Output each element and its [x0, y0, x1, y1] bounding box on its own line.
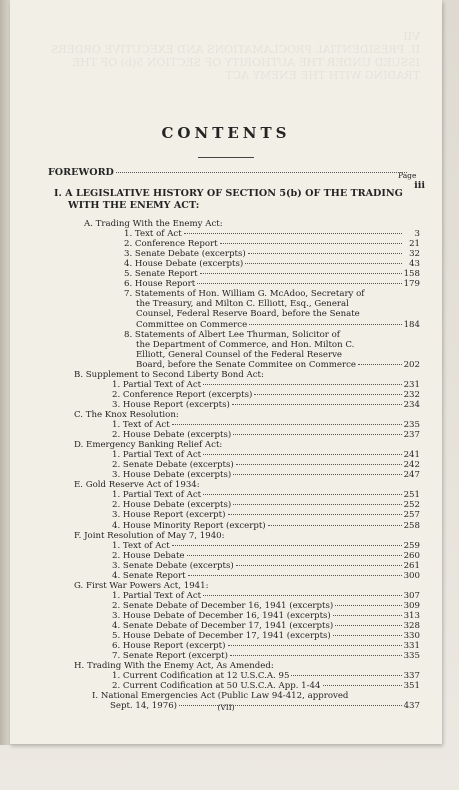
- toc-entry-page: 300: [403, 570, 420, 581]
- leader-dots: [245, 263, 402, 264]
- toc-entry-label: E. Gold Reserve Act of 1934:: [74, 480, 200, 491]
- toc-entry[interactable]: [112, 611, 420, 621]
- leader-dots: [233, 434, 401, 435]
- toc-entry[interactable]: [124, 330, 420, 340]
- toc-entry[interactable]: [112, 450, 420, 460]
- toc-entry-label: F. Joint Resolution of May 7, 1940:: [74, 530, 225, 541]
- leader-dots: [268, 525, 402, 526]
- toc-entry-label: Board, before the Senate Commitee on Commerce: [136, 359, 356, 370]
- toc-entry[interactable]: [112, 390, 420, 400]
- toc-entry[interactable]: [112, 591, 420, 601]
- toc-entry[interactable]: [112, 551, 420, 561]
- toc-entry-page: 179: [403, 279, 420, 290]
- toc-entry[interactable]: [112, 460, 420, 470]
- toc-entry-page: 437: [403, 701, 420, 712]
- toc-entry-label: 2. Conference Report (excerpts): [112, 389, 253, 400]
- leader-dots: [335, 625, 401, 626]
- toc-entry[interactable]: [136, 340, 420, 350]
- toc-entry[interactable]: [74, 410, 420, 420]
- toc-entry[interactable]: [74, 370, 420, 380]
- toc-entry-label: A. Trading With the Enemy Act:: [84, 219, 223, 229]
- toc-entry-page: 307: [403, 590, 420, 601]
- toc-entry-label: 5. House Debate of December 17, 1941 (excerpts): [112, 631, 331, 642]
- toc-entry[interactable]: [112, 681, 420, 691]
- toc-entry-page: 251: [403, 490, 420, 501]
- toc-entry[interactable]: [124, 259, 420, 269]
- toc-entry-label: 2. House Debate: [112, 550, 185, 561]
- toc-entry-page: 247: [403, 470, 420, 481]
- toc-entry-label: Counsel, Federal Reserve Board, before the Senate: [136, 309, 360, 320]
- leader-dots: [220, 243, 402, 244]
- toc-entry-label: 1. Partial Text of Act: [112, 590, 202, 601]
- toc-entry-label: 8. Statements of Albert Lee Thurman, Solicitor of: [124, 329, 340, 340]
- toc-entry[interactable]: [74, 531, 420, 541]
- leader-dots: [187, 555, 402, 556]
- toc-entry-label: 3. Senate Debate (excerpts): [124, 249, 246, 260]
- toc-entry-label: 2. Conference Report: [124, 239, 218, 250]
- leader-dots: [333, 635, 402, 636]
- toc-entry-label: 7. Statements of Hon. William G. McAdoo, Secretary of: [124, 289, 365, 300]
- leader-dots: [188, 575, 402, 576]
- leader-dots: [323, 685, 402, 686]
- toc-entry-label: 1. Partial Text of Act: [112, 490, 202, 501]
- toc-entry[interactable]: [112, 380, 420, 390]
- toc-entry-label: 3. House Debate of December 16, 1941 (excerpts): [112, 610, 331, 621]
- toc-entry[interactable]: [124, 229, 420, 239]
- toc-entry[interactable]: [74, 480, 420, 490]
- toc-entry-page: 259: [403, 540, 420, 551]
- toc-entry-page: 261: [403, 560, 420, 571]
- toc-entry-page: 242: [403, 460, 420, 471]
- toc-entry[interactable]: [112, 500, 420, 510]
- toc-entry[interactable]: [112, 521, 420, 531]
- leader-dots: [236, 565, 402, 566]
- toc-entry[interactable]: [112, 541, 420, 551]
- toc-entry[interactable]: [136, 360, 420, 370]
- leader-dots: [203, 595, 401, 596]
- toc-entry-page: 32: [409, 249, 420, 260]
- toc-entry[interactable]: [112, 490, 420, 500]
- toc-entry-label: 1. Text of Act: [112, 540, 170, 551]
- leader-dots: [172, 545, 402, 546]
- toc-entry-label: 1. Partial Text of Act: [112, 450, 202, 461]
- toc-entry[interactable]: [112, 631, 420, 641]
- toc-entry-page: 252: [403, 500, 420, 511]
- section-heading-cont: WITH THE ENEMY ACT:: [68, 200, 200, 211]
- leader-dots: [116, 172, 407, 173]
- toc-entry[interactable]: [136, 320, 420, 330]
- leader-dots: [249, 324, 401, 325]
- leader-dots: [184, 233, 402, 234]
- toc-entry-page: iii: [414, 180, 425, 191]
- toc-entry[interactable]: [84, 219, 420, 229]
- toc-entry-label: 7. Senate Report (excerpt): [112, 651, 228, 662]
- toc-entry[interactable]: [112, 561, 420, 571]
- toc-entry-label: the Treasury, and Milton C. Elliott, Esq., General: [136, 299, 349, 310]
- toc-entry[interactable]: [124, 269, 420, 279]
- section-heading: I. A LEGISLATIVE HISTORY OF SECTION 5(b) OF THE TRADING: [54, 188, 403, 199]
- leader-dots: [200, 273, 402, 274]
- toc-entry-page: 330: [403, 631, 420, 642]
- leader-dots: [254, 394, 401, 395]
- page-title: CONTENTS: [161, 124, 291, 142]
- toc-entry[interactable]: [112, 510, 420, 520]
- toc-entry-page: 21: [409, 239, 420, 250]
- toc-entry[interactable]: [136, 309, 420, 319]
- toc-entry-label: 1. Partial Text of Act: [112, 379, 202, 390]
- leader-dots: [172, 424, 402, 425]
- leader-dots: [197, 283, 401, 284]
- leader-dots: [203, 494, 401, 495]
- toc-entry-label: Elliott, General Counsel of the Federal Reserve: [136, 349, 343, 360]
- toc-entry[interactable]: [112, 400, 420, 410]
- page-number: (VII): [217, 703, 235, 712]
- toc-entry-label: 2. House Debate (excerpts): [112, 430, 232, 441]
- toc-entry[interactable]: [74, 440, 420, 450]
- toc-entry-page: 257: [403, 510, 420, 521]
- toc-entry-label: 4. Senate Debate of December 17, 1941 (excerpts): [112, 621, 334, 631]
- toc-entry-label: 1. Text of Act: [124, 229, 182, 240]
- toc-entry-label: 6. House Report (excerpt): [112, 641, 226, 652]
- page-column-label: Page: [398, 171, 417, 180]
- leader-dots: [228, 514, 402, 515]
- toc-entry-page: 3: [414, 229, 420, 240]
- toc-entry-page: 43: [409, 259, 420, 270]
- toc-entry[interactable]: [124, 279, 420, 289]
- toc-entry[interactable]: [74, 661, 420, 671]
- leader-dots: [228, 645, 402, 646]
- toc-entry-page: 258: [403, 520, 420, 531]
- toc-entry-label: G. First War Powers Act, 1941:: [74, 580, 209, 591]
- toc-entry-page: 158: [403, 269, 420, 280]
- toc-entry-page: 260: [403, 550, 420, 561]
- toc-entry-page: 235: [403, 420, 420, 430]
- leader-dots: [236, 464, 402, 465]
- toc-entry-label: C. The Knox Resolution:: [74, 409, 179, 420]
- toc-entry-label: 4. House Minority Report (excerpt): [112, 520, 266, 531]
- toc-entry-page: 241: [403, 450, 420, 461]
- toc-entry[interactable]: [112, 621, 420, 631]
- toc-entry-label: 3. House Report (excerpts): [112, 399, 230, 410]
- toc-entry-page: 328: [403, 621, 420, 631]
- leader-dots: [230, 655, 402, 656]
- toc-entry[interactable]: [112, 641, 420, 651]
- toc-entry-label: I. National Emergencies Act (Public Law 94-412, approved: [92, 691, 349, 702]
- toc-entry[interactable]: [124, 289, 420, 299]
- toc-entry-label: H. Trading With the Enemy Act, As Amended:: [74, 661, 274, 672]
- toc-entry-page: 313: [403, 610, 420, 621]
- bleed-through-text: VII II. PRESIDENTIAL PROCLAMATIONS AND EXECUTIVE ORDERS ISSUED UNDER THE AUTHORITY OF SECTION 5(b) OF THE TRADING WITH THE ENEMY ACT: [50, 30, 420, 82]
- toc-entry-label: 2. Senate Debate of December 16, 1941 (excerpts): [112, 600, 334, 611]
- leader-dots: [233, 474, 401, 475]
- toc-entry-label: Sept. 14, 1976): [110, 701, 178, 712]
- toc-entry-label: 1. Text of Act: [112, 420, 170, 430]
- leader-dots: [203, 384, 401, 385]
- toc-entry-label: FOREWORD: [48, 167, 114, 178]
- leader-dots: [248, 253, 402, 254]
- leader-dots: [233, 504, 401, 505]
- leader-dots: [232, 404, 402, 405]
- toc-entry-label: 2. Senate Debate (excerpts): [112, 460, 234, 471]
- toc-entry[interactable]: [112, 470, 420, 480]
- book-page: [10, 0, 442, 744]
- toc-entry-page: 237: [403, 430, 420, 441]
- toc-entry[interactable]: [112, 571, 420, 581]
- toc-entry-page: 337: [403, 671, 420, 682]
- toc-entry[interactable]: [136, 350, 420, 360]
- toc-entry[interactable]: [112, 671, 420, 681]
- toc-entry-label: D. Emergency Banking Relief Act:: [74, 440, 223, 451]
- toc-entry-page: 232: [403, 389, 420, 400]
- toc-entry[interactable]: [92, 691, 420, 701]
- toc-entry[interactable]: [112, 651, 420, 661]
- toc-entry-label: the Department of Commerce, and Hon. Milton C.: [136, 339, 355, 350]
- toc-entry[interactable]: [112, 420, 420, 430]
- toc-entry[interactable]: [112, 601, 420, 611]
- toc-entry[interactable]: [112, 430, 420, 440]
- toc-entry-label: 3. Senate Debate (excerpts): [112, 560, 234, 571]
- toc-entry-page: 309: [403, 600, 420, 611]
- toc-entry-label: 2. Current Codification at 50 U.S.C.A. App. 1-44: [112, 681, 321, 692]
- toc-entry-page: 331: [403, 641, 420, 652]
- leader-dots: [203, 454, 401, 455]
- toc-entry-page: 231: [403, 379, 420, 390]
- toc-entry-label: 2. House Debate (excerpts): [112, 500, 232, 511]
- leader-dots: [333, 615, 402, 616]
- leader-dots: [335, 605, 401, 606]
- title-rule: [198, 157, 254, 158]
- toc-entry[interactable]: [124, 249, 420, 259]
- toc-entry-page: 202: [403, 359, 420, 370]
- toc-entry[interactable]: [74, 581, 420, 591]
- toc-entry-label: 3. House Report (excerpt): [112, 510, 226, 521]
- toc-entry-label: 5. Senate Report: [124, 269, 198, 280]
- toc-entry-label: 1. Current Codification at 12 U.S.C.A. 95: [112, 671, 290, 682]
- toc-entry-page: 335: [403, 651, 420, 662]
- toc-entry-label: 6. House Report: [124, 279, 196, 290]
- toc-entry-foreword[interactable]: [48, 167, 425, 191]
- toc-entry[interactable]: [124, 239, 420, 249]
- toc-entry-page: 351: [403, 681, 420, 692]
- leader-dots: [358, 364, 402, 365]
- toc-entry-label: 4. House Debate (excerpts): [124, 259, 244, 270]
- toc-entry[interactable]: [136, 299, 420, 309]
- toc-entry-label: 4. Senate Report: [112, 570, 186, 581]
- toc-entry-label: Committee on Commerce: [136, 319, 248, 330]
- toc-entry-page: 234: [403, 399, 420, 410]
- leader-dots: [291, 675, 401, 676]
- toc-entry-page: 184: [403, 319, 420, 330]
- toc-entry-label: B. Supplement to Second Liberty Bond Act:: [74, 369, 264, 380]
- toc-entry-label: 3. House Debate (excerpts): [112, 470, 232, 481]
